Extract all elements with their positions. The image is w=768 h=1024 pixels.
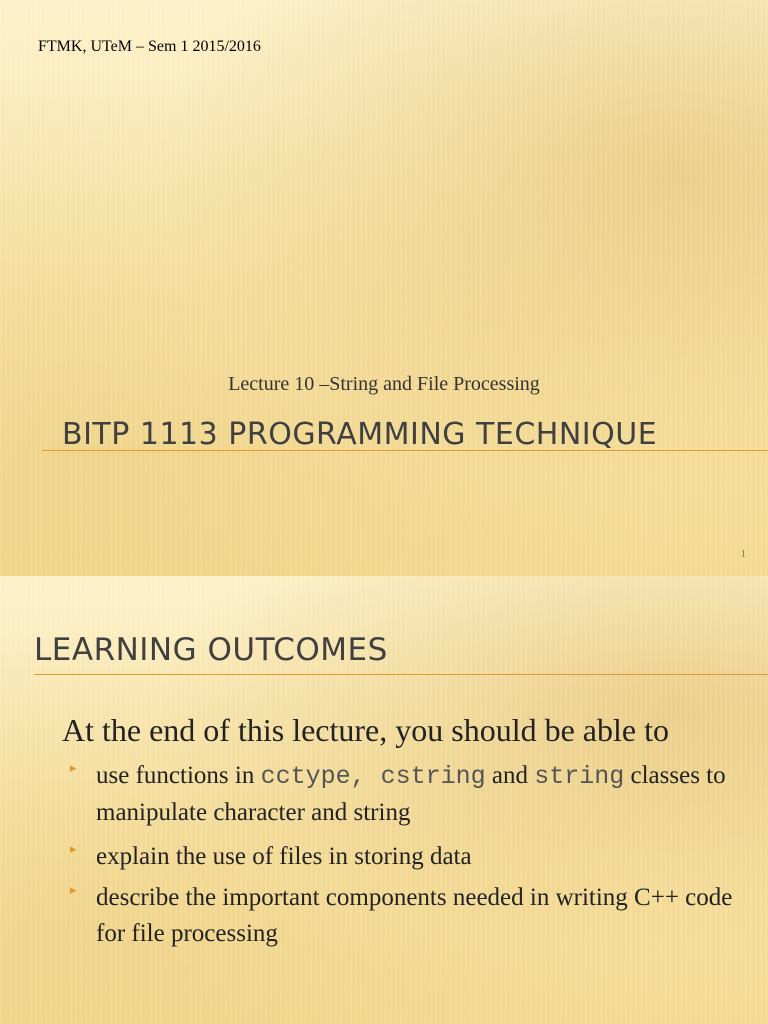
page-number: 1 xyxy=(740,548,746,560)
title-divider xyxy=(42,450,768,451)
code-cctype-cstring: cctype, cstring xyxy=(260,762,486,791)
sub-bullet-marker-icon: ▸ xyxy=(70,883,77,898)
main-bullet: At the end of this lecture, you should be able to xyxy=(62,712,669,748)
sub-bullet-marker-icon: ▸ xyxy=(70,761,77,776)
section-title: LEARNING OUTCOMES xyxy=(34,632,388,668)
sub-bullet-3: describe the important components needed in writing C++ code for file processing xyxy=(96,884,733,947)
sub-bullet-1-text: use functions in xyxy=(96,762,261,789)
sub-bullet-1-rest: classes to manipulate character and string xyxy=(96,762,726,826)
course-header: FTMK, UTeM – Sem 1 2015/2016 xyxy=(38,38,261,55)
sub-bullet-2: explain the use of files in storing data xyxy=(96,843,472,870)
slide-2 xyxy=(0,576,768,1024)
section-divider xyxy=(34,674,768,675)
code-string: string xyxy=(534,762,625,791)
sub-bullet-1 xyxy=(96,758,756,831)
sub-bullet-marker-icon: ▸ xyxy=(70,842,77,857)
sub-bullet-1-and: and xyxy=(485,762,535,789)
slide-title: BITP 1113 PROGRAMMING TECHNIQUE xyxy=(62,417,658,452)
lecture-subtitle: Lecture 10 –String and File Processing xyxy=(228,373,540,395)
